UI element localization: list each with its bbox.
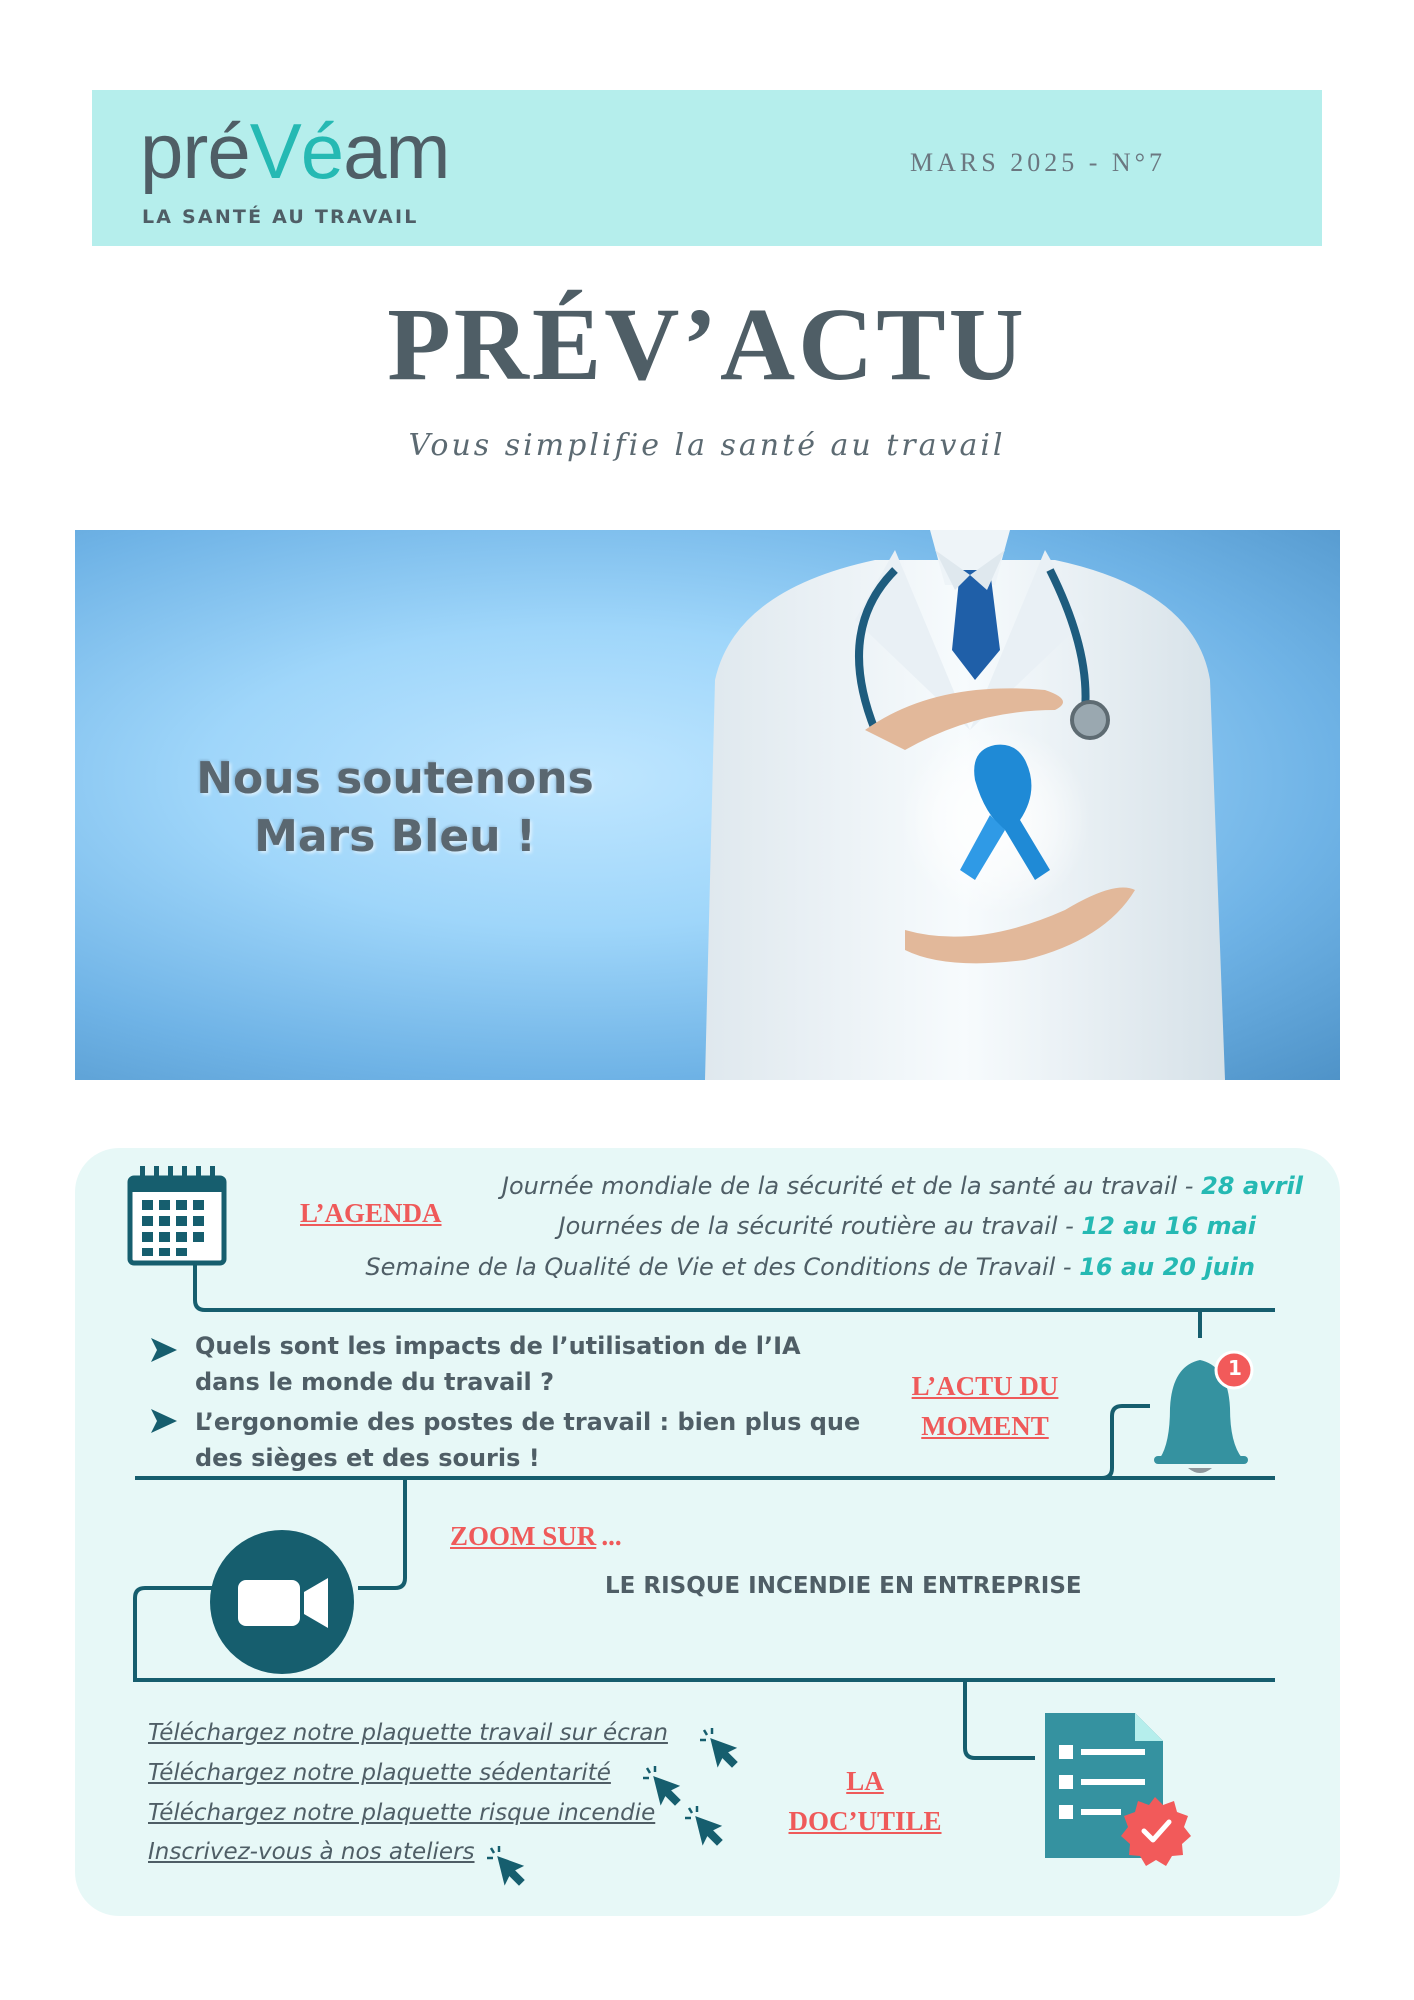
connector-doc [965,1680,1035,1758]
hero-headline [135,750,655,866]
agenda-event[interactable] [502,1172,1303,1200]
hero-line-2: Mars Bleu ! [254,811,536,862]
logo[interactable] [140,107,450,195]
logo-accent: Vé [249,107,344,195]
logo-tagline: LA SANTÉ AU TRAVAIL [142,206,419,228]
zoom-topic[interactable]: LE RISQUE INCENDIE EN ENTREPRISE [605,1573,1082,1599]
doc-link-ateliers[interactable]: Inscrivez-vous à nos ateliers [148,1839,475,1865]
zoom-heading-label: ZOOM SUR [450,1521,597,1551]
agenda-event-date: 12 au 16 mai [1081,1212,1256,1240]
info-panel [75,1148,1340,1916]
agenda-heading[interactable]: L’AGENDA [300,1198,442,1228]
actu-heading-line: MOMENT [921,1411,1049,1441]
notification-badge: 1 [1228,1356,1242,1380]
arrow-bullet-icon [151,1338,177,1362]
actu-item[interactable] [195,1328,801,1400]
agenda-event[interactable] [558,1212,1256,1240]
calendar-icon [130,1166,224,1263]
logo-prefix: pré [140,107,250,195]
actu-heading-line: L’ACTU DU [911,1371,1059,1401]
actu-item-line: Quels sont les impacts de l’utilisation de l’IA [195,1332,801,1360]
doc-link-sedentarite[interactable]: Téléchargez notre plaquette sédentarité [148,1760,611,1786]
video-camera-icon [210,1530,354,1674]
doc-link-screen[interactable]: Téléchargez notre plaquette travail sur écran [148,1720,668,1746]
zoom-ellipsis: ... [601,1521,622,1551]
logo-suffix: am [343,107,450,195]
actu-item-line: dans le monde du travail ? [195,1368,555,1396]
agenda-event-date: 28 avril [1201,1172,1303,1200]
page-subtitle: Vous simplifie la santé au travail [408,428,1006,463]
agenda-event-date: 16 au 20 juin [1079,1253,1255,1281]
issue-info: MARS 2025 - N°7 [910,148,1167,177]
actu-item-line: des sièges et des souris ! [195,1444,540,1472]
document-checklist-icon [1045,1713,1191,1866]
click-cursor-icon [700,1728,736,1766]
actu-item[interactable] [195,1404,860,1476]
agenda-event-text: Journées de la sécurité routière au travail - [558,1212,1074,1240]
hero-banner [75,530,1340,1080]
agenda-event-text: Journée mondiale de la sécurité et de la santé au travail - [501,1172,1194,1200]
docutile-heading-line: DOC’UTILE [788,1806,942,1836]
arrow-bullet-icon [151,1409,177,1433]
header-band [92,90,1322,246]
agenda-event-text: Semaine de la Qualité de Vie et des Conditions de Travail - [365,1253,1072,1281]
agenda-event[interactable] [365,1253,1255,1281]
hero-line-1: Nous soutenons [196,753,594,804]
click-cursor-icon [685,1806,721,1844]
connector-zoom-top [358,1478,405,1588]
click-cursor-icon [643,1766,679,1804]
actu-heading[interactable] [895,1366,1075,1446]
click-cursor-icon [487,1846,523,1884]
page-title: PRÉV’ACTU [387,287,1027,402]
docutile-heading[interactable] [775,1761,955,1841]
docutile-heading-line: LA [846,1766,884,1796]
zoom-heading[interactable] [450,1516,622,1556]
actu-item-line: L’ergonomie des postes de travail : bien plus que [195,1408,861,1436]
doc-link-incendie[interactable]: Téléchargez notre plaquette risque incendie [148,1800,656,1826]
